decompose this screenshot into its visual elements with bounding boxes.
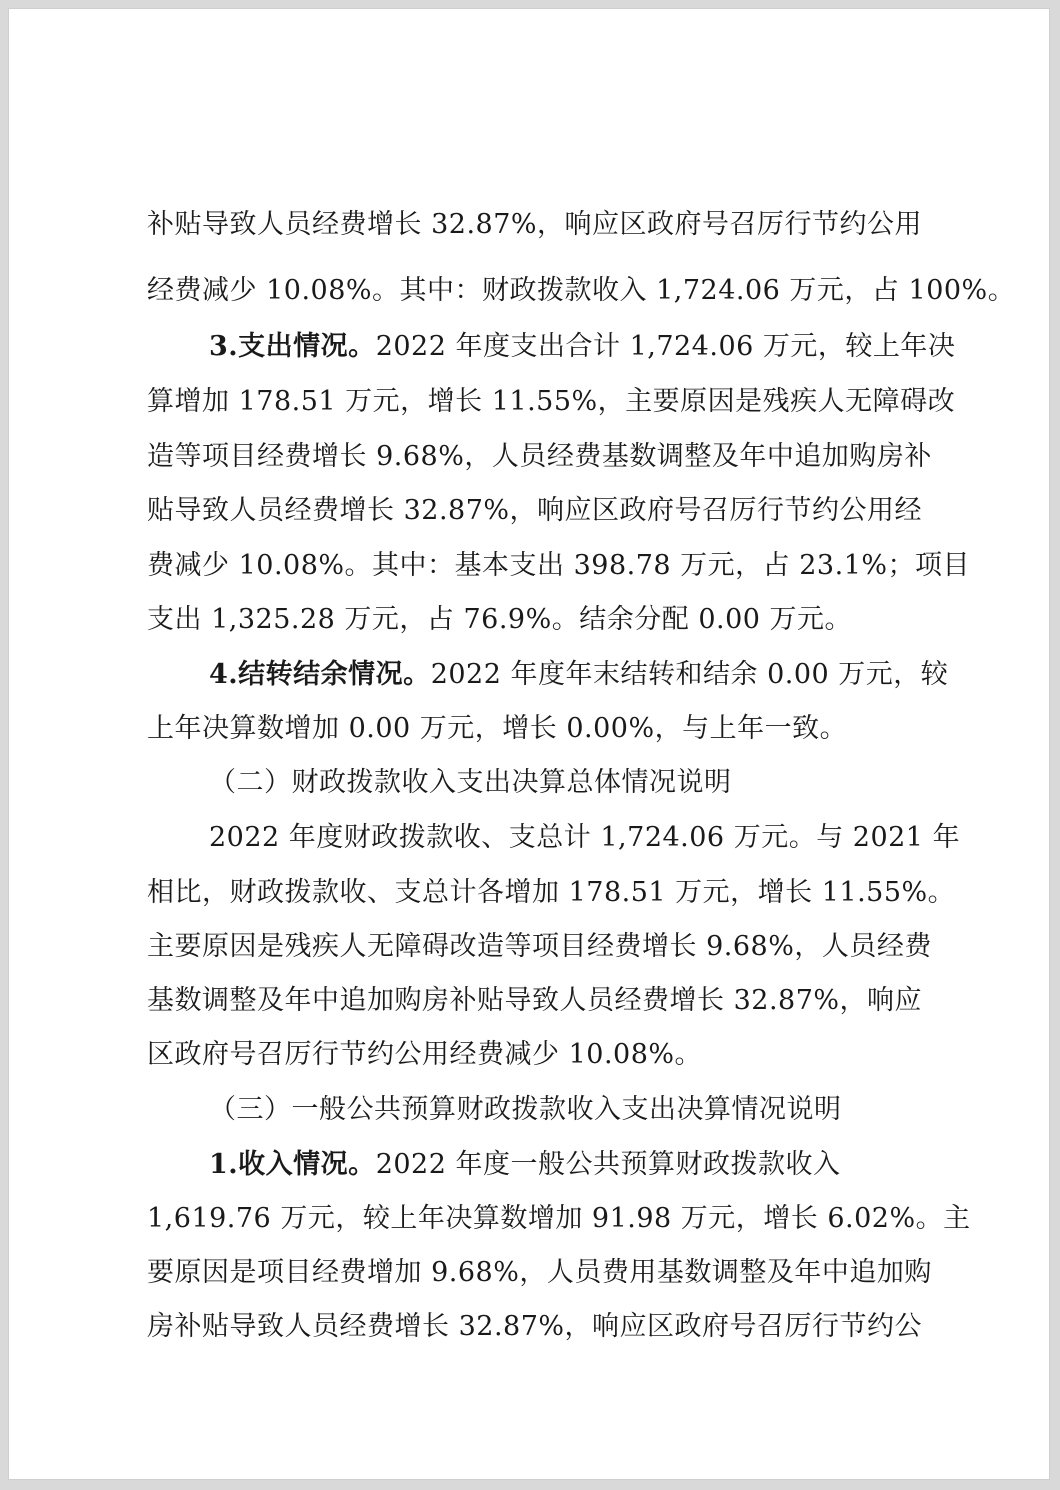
text-line: 支出 1,325.28 万元，占 76.9%。结余分配 0.00 万元。 [147,604,853,635]
text-line: 算增加 178.51 万元，增长 11.55%，主要原因是残疾人无障碍改 [147,386,956,417]
text-line: 经费减少 10.08%。其中：财政拨款收入 1,724.06 万元，占 100%。 [147,275,1016,306]
heading-income: 1.收入情况。 [209,1149,376,1180]
text-line: 区政府号召厉行节约公用经费减少 10.08%。 [147,1039,703,1070]
text-line: 造等项目经费增长 9.68%，人员经费基数调整及年中追加购房补 [147,441,932,472]
text-line: 要原因是项目经费增加 9.68%，人员费用基数调整及年中追加购 [147,1257,932,1288]
text-segment: 2022 年度支出合计 1,724.06 万元，较上年决 [375,331,956,362]
text-line: 费减少 10.08%。其中：基本支出 398.78 万元，占 23.1%；项目 [147,550,971,581]
text-line: 补贴导致人员经费增长 32.87%，响应区政府号召厉行节约公用 [147,209,923,240]
text-line [147,655,949,695]
heading-carryover: 4.结转结余情况。 [209,659,431,690]
section-heading: （三）一般公共预算财政拨款收入支出决算情况说明 [209,1094,842,1125]
text-line: 贴导致人员经费增长 32.87%，响应区政府号召厉行节约公用经 [147,495,923,526]
text-line: 房补贴导致人员经费增长 32.87%，响应区政府号召厉行节约公 [147,1311,923,1342]
text-segment: 2022 年度一般公共预算财政拨款收入 [375,1149,841,1180]
text-line: 基数调整及年中追加购房补贴导致人员经费增长 32.87%，响应 [147,985,923,1016]
heading-spending: 3.支出情况。 [209,331,376,362]
text-line [147,1145,923,1185]
document-page [8,8,1050,1480]
text-line: 相比，财政拨款收、支总计各增加 178.51 万元，增长 11.55%。 [147,877,956,908]
text-line: 上年决算数增加 0.00 万元，增长 0.00%，与上年一致。 [147,713,848,744]
text-line: 1,619.76 万元，较上年决算数增加 91.98 万元，增长 6.02%。主 [147,1203,971,1234]
text-line: 主要原因是残疾人无障碍改造等项目经费增长 9.68%，人员经费 [147,931,932,962]
section-heading: （二）财政拨款收入支出决算总体情况说明 [209,767,732,798]
text-segment: 2022 年度年末结转和结余 0.00 万元，较 [430,659,949,690]
text-line [147,327,956,367]
text-line: 2022 年度财政拨款收、支总计 1,724.06 万元。与 2021 年 [209,822,961,853]
